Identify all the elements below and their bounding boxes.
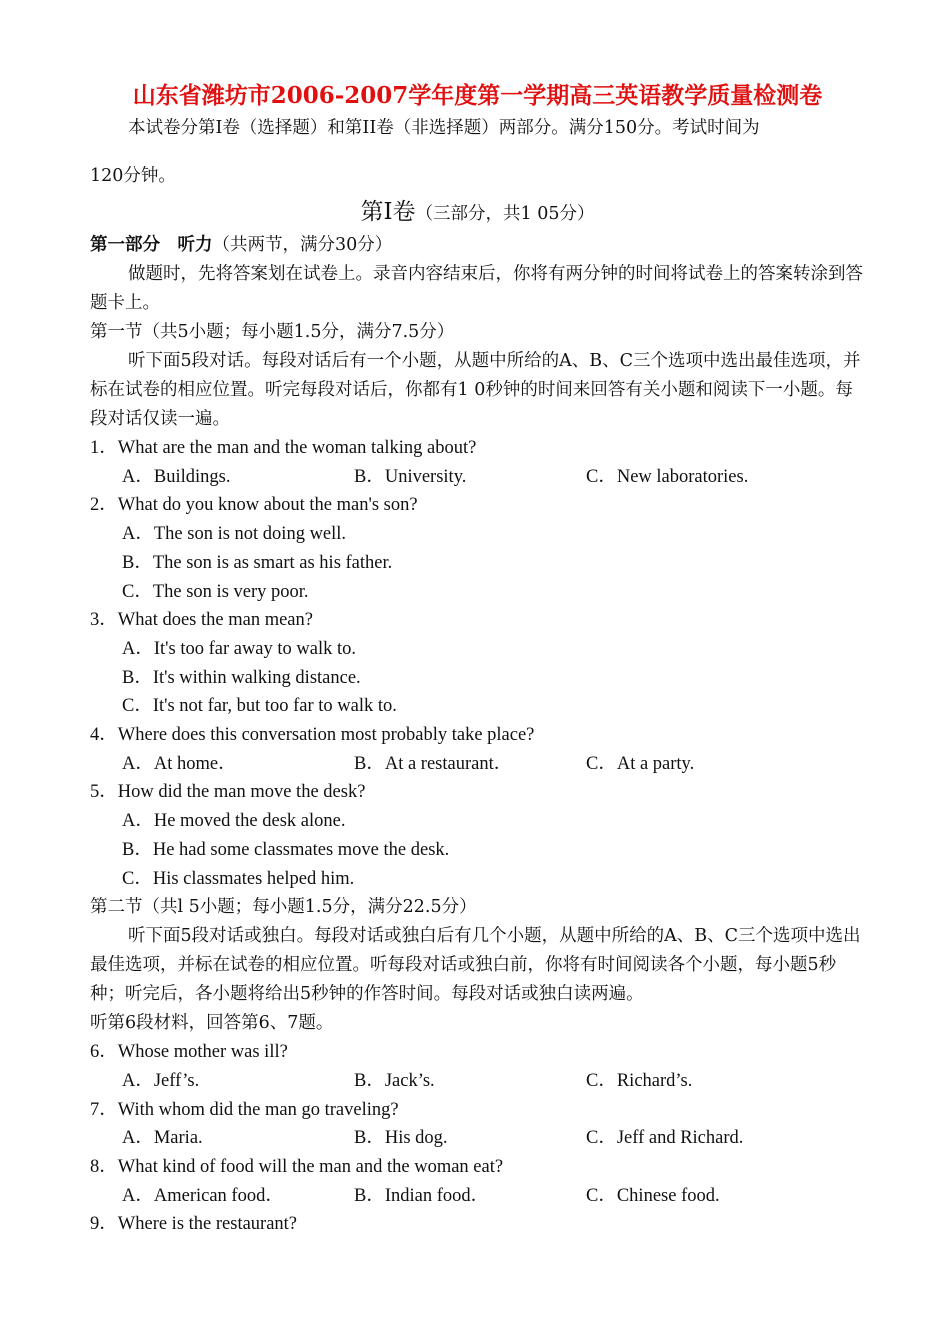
option-c[interactable]: C．Jeff and Richard. [586, 1128, 744, 1149]
option-b[interactable]: B．Indian food． [354, 1185, 490, 1206]
option-c[interactable]: C．It's not far, but too far to walk to. [122, 696, 397, 717]
question-5: 5．How did the man move the desk? [90, 782, 366, 803]
option-a[interactable]: A．He moved the desk alone. [122, 811, 346, 832]
option-a[interactable]: A．Buildings. [122, 466, 231, 487]
question-3: 3．What does the man mean? [90, 610, 313, 631]
part-instructions: 做题时，先将答案划在试卷上。录音内容结束后，你将有两分钟的时间将试卷上的答案转涂到答题卡上。 [90, 264, 863, 313]
option-a[interactable]: A．Maria. [122, 1128, 203, 1149]
section2-instructions: 听下面5段对话或独白。每段对话或独白后有几个小题，从题中所给的A、B、C三个选项中选出最佳选项，并标在试卷的相应位置。听每段对话或独白前，你将有时间阅读各个小题，每小题5秒种；听完后，各小题将给出5秒钟的作答时间。每段对话或独白读两遍。 [90, 926, 861, 1005]
question-4: 4．Where does this conversation most probably take place? [90, 725, 535, 746]
option-b[interactable]: B．University. [354, 466, 467, 487]
question-8: 8．What kind of food will the man and the woman eat? [90, 1157, 504, 1178]
exam-page [90, 78, 865, 1239]
question-2: 2．What do you know about the man's son? [90, 495, 418, 516]
intro-text: 本试卷分第I卷（选择题）和第II卷（非选择题）两部分。满分150分。考试时间为 [128, 118, 760, 138]
section2-heading: 第二节（共l 5小题；每小题1.5分，满分22.5分） [90, 897, 477, 918]
option-c[interactable]: C．His classmates helped him. [122, 868, 355, 889]
options-1 [90, 463, 865, 492]
section1-heading: 第一节（共5小题；每小题1.5分，满分7.5分） [90, 322, 455, 342]
option-b[interactable]: B．His dog. [354, 1128, 448, 1149]
part-heading [90, 231, 865, 260]
exam-title: 山东省潍坊市2006-2007学年度第一学期高三英语教学质量检测卷 [132, 82, 823, 109]
option-b[interactable]: B．It's within walking distance. [122, 667, 361, 688]
part-title: 第一部分 听力 [90, 235, 213, 255]
option-a[interactable]: A．The son is not doing well. [122, 524, 347, 545]
option-b[interactable]: B．At a restaurant． [354, 753, 513, 774]
option-b[interactable]: B．The son is as smart as his father. [122, 552, 393, 573]
options-7 [90, 1124, 865, 1153]
part-subtitle: （共两节，满分30分） [212, 235, 393, 255]
option-c[interactable]: C．The son is very poor. [122, 581, 309, 602]
volume-subtitle: （三部分，共1 05分） [415, 204, 595, 224]
option-b[interactable]: B．Jack’s. [354, 1070, 435, 1091]
options-8 [90, 1182, 865, 1211]
option-a[interactable]: A．Jeff’s. [122, 1070, 200, 1091]
section2-material: 听第6段材料，回答第6、7题。 [90, 1013, 334, 1034]
option-a[interactable]: A．At home． [122, 753, 237, 774]
option-a[interactable]: A．American food． [122, 1185, 284, 1206]
question-9: 9．Where is the restaurant? [90, 1214, 298, 1235]
option-b[interactable]: B．He had some classmates move the desk. [122, 839, 450, 860]
volume-title: 第Ⅰ卷 [360, 199, 416, 225]
question-6: 6．Whose mother was ill? [90, 1042, 288, 1063]
section1-instructions: 听下面5段对话。每段对话后有一个小题，从题中所给的A、B、C三个选项中选出最佳选项，并标在试卷的相应位置。听完每段对话后，你都有1 0秒钟的时间来回答有关小题和阅读下一小题。每段对话仅读一遍。 [90, 351, 861, 429]
option-a[interactable]: A．It's too far away to walk to. [122, 638, 357, 659]
option-c[interactable]: C．Chinese food. [586, 1185, 720, 1206]
options-6 [90, 1067, 865, 1096]
intro-text-cont: 120分钟。 [90, 166, 176, 186]
options-4 [90, 750, 865, 779]
option-c[interactable]: C．At a party. [586, 753, 695, 774]
question-7: 7．With whom did the man go traveling? [90, 1099, 399, 1120]
question-1: 1．What are the man and the woman talking about? [90, 438, 477, 458]
volume-heading [90, 195, 865, 231]
option-c[interactable]: C．Richard’s. [586, 1070, 693, 1091]
option-c[interactable]: C．New laboratories. [586, 466, 749, 487]
